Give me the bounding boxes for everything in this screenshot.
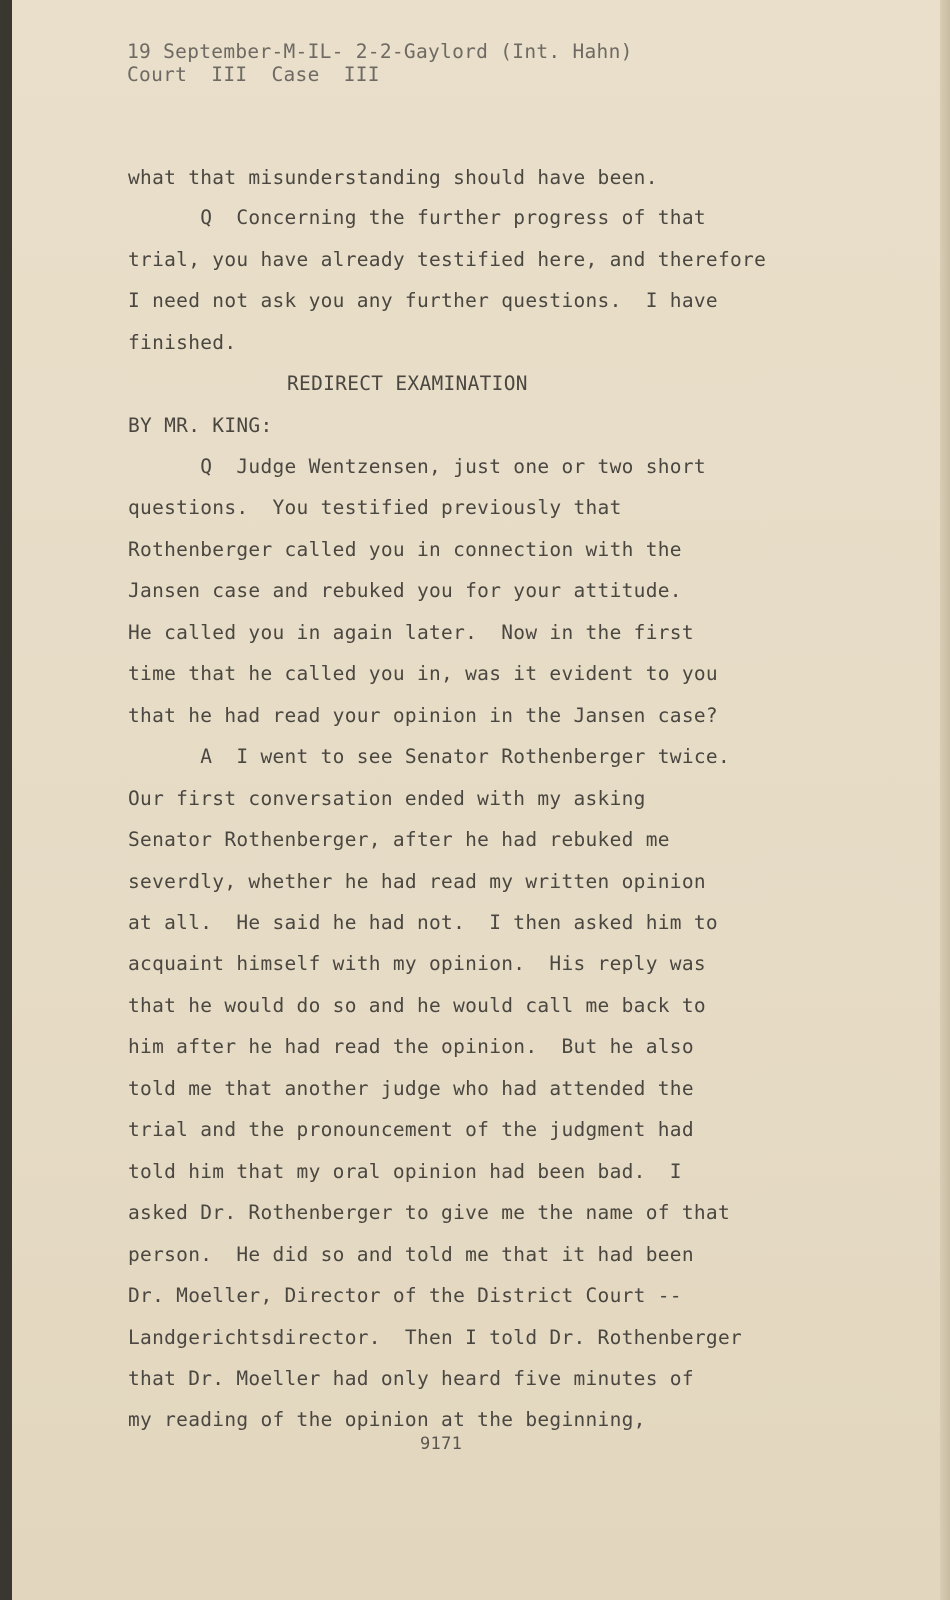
body-line-18: severdly, whether he had read my written opinion: [128, 870, 706, 893]
body-line-20: acquaint himself with my opinion. His reply was: [128, 952, 706, 975]
body-line-22: him after he had read the opinion. But he also: [128, 1035, 694, 1058]
body-line-29: Landgerichtsdirector. Then I told Dr. Rothenberger: [128, 1326, 743, 1349]
body-line-8: Q Judge Wentzensen, just one or two short: [128, 455, 706, 478]
binding-edge: [0, 0, 12, 1600]
body-line-27: person. He did so and told me that it had been: [128, 1243, 694, 1266]
body-line-16: Our first conversation ended with my asking: [128, 787, 646, 810]
body-line-24: trial and the pronouncement of the judgment had: [128, 1118, 694, 1141]
body-line-19: at all. He said he had not. I then asked him to: [128, 911, 718, 934]
page-right-edge: [940, 0, 950, 1600]
body-line-17: Senator Rothenberger, after he had rebuked me: [128, 828, 670, 851]
header-line-1: 19 September-M-IL- 2-2-Gaylord (Int. Hahn): [127, 40, 633, 63]
page-number: 9171: [420, 1434, 463, 1454]
body-line-2: Q Concerning the further progress of that: [128, 206, 706, 229]
body-line-10: Rothenberger called you in connection with the: [128, 538, 682, 561]
body-line-4: I need not ask you any further questions. I have: [128, 289, 718, 312]
body-line-11: Jansen case and rebuked you for your attitude.: [128, 579, 682, 602]
section-heading: REDIRECT EXAMINATION: [287, 372, 528, 395]
body-line-28: Dr. Moeller, Director of the District Court --: [128, 1284, 682, 1307]
body-line-13: time that he called you in, was it evident to you: [128, 662, 718, 685]
page-header: [127, 40, 633, 86]
body-line-9: questions. You testified previously that: [128, 496, 622, 519]
body-line-26: asked Dr. Rothenberger to give me the name of that: [128, 1201, 730, 1224]
body-line-21: that he would do so and he would call me back to: [128, 994, 706, 1017]
body-line-3: trial, you have already testified here, and therefore: [128, 248, 767, 271]
header-line-2: Court III Case III: [127, 63, 380, 86]
body-line-25: told him that my oral opinion had been bad. I: [128, 1160, 682, 1183]
body-line-5: finished.: [128, 331, 237, 354]
examiner-line: BY MR. KING:: [128, 414, 273, 437]
body-line-31: my reading of the opinion at the beginning,: [128, 1408, 646, 1431]
body-line-30: that Dr. Moeller had only heard five minutes of: [128, 1367, 694, 1390]
body-line-23: told me that another judge who had attended the: [128, 1077, 694, 1100]
body-line-1: what that misunderstanding should have been.: [128, 166, 658, 189]
body-line-15: A I went to see Senator Rothenberger twice.: [128, 745, 730, 768]
body-line-12: He called you in again later. Now in the first: [128, 621, 694, 644]
body-line-14: that he had read your opinion in the Jansen case?: [128, 704, 718, 727]
